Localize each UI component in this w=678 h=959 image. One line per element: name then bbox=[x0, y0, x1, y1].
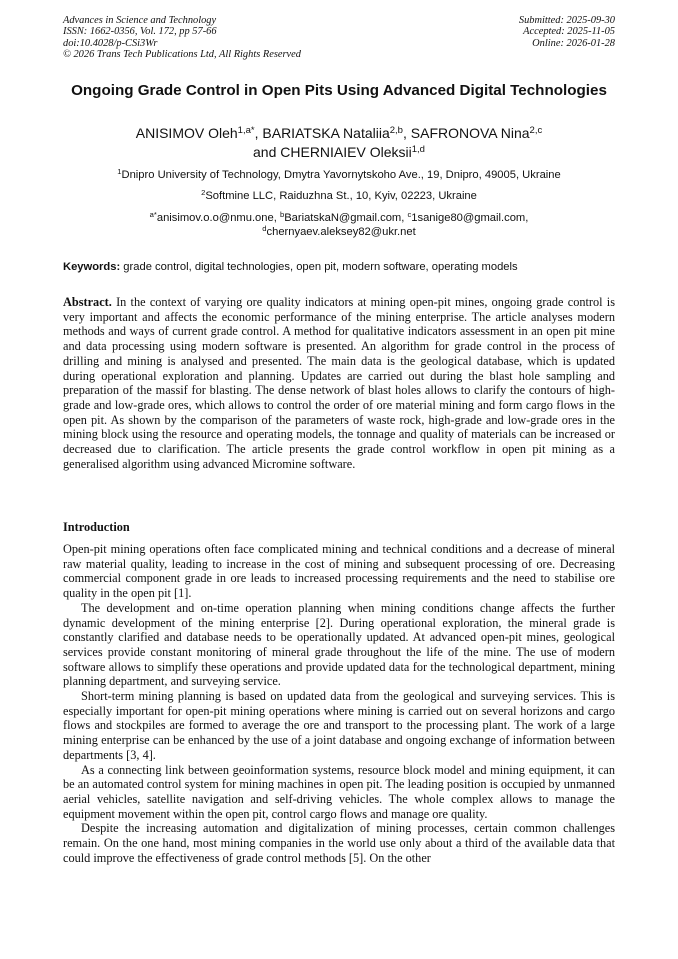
author-affil-mark: 2,b bbox=[389, 124, 403, 136]
author-separator: , bbox=[402, 125, 411, 141]
email-mark: a* bbox=[149, 209, 157, 219]
abstract-section bbox=[63, 295, 615, 471]
online-date: Online: 2026-01-28 bbox=[532, 37, 615, 49]
paragraph: As a connecting link between geoinformation systems, resource block model and mining equipment, it can be an automated control system for mining machines in open pit. The leading position is occupied by unmanned aerial vehicles, satellite navigation and self-driving vehicles. The whole complex allows to manage the equipment movement within the open pit, control cargo flows and manage ore quality. bbox=[63, 762, 615, 821]
issn-line: ISSN: 1662-0356, Vol. 172, pp 57-66 bbox=[63, 26, 217, 38]
paragraph: Despite the increasing automation and digitalization of mining processes, certain common challenges remain. On the one hand, most mining companies in the world use only about a third of the available data that could improve the effectiveness of grade control methods [5]. On the other bbox=[63, 821, 615, 865]
journal-header-right bbox=[519, 15, 615, 49]
email-mark: b bbox=[279, 209, 285, 219]
author-name: BARIATSKA Nataliia bbox=[262, 125, 390, 141]
author-separator: , bbox=[254, 125, 263, 141]
author-name: SAFRONOVA Nina bbox=[410, 125, 530, 141]
introduction-section bbox=[63, 542, 615, 865]
paragraph: Short-term mining planning is based on updated data from the geological and surveying services. This is especially important for open-pit mining operations where mining is carried out on several horizons and cargo flows and stockpiles are formed to average the ore and transport to the processing plant. The work of a large mining enterprise can be enhanced by the use of a joint database and ongoing exchange of information between departments [3, 4]. bbox=[63, 689, 615, 762]
affiliation-text: Dnipro University of Technology, Dmytra Yavornytskoho Ave., 19, Dnipro, 49005, Ukraine bbox=[121, 169, 561, 181]
author-name: CHERNIAIEV Oleksii bbox=[280, 143, 412, 160]
journal-name: Advances in Science and Technology bbox=[63, 15, 217, 26]
copyright-line: © 2026 Trans Tech Publications Ltd, All Rights Reserved bbox=[63, 48, 301, 60]
journal-header-left bbox=[63, 15, 301, 60]
author-affil-mark: 2,c bbox=[529, 124, 543, 136]
email-link[interactable]: anisimov.o.o@nmu.one, bbox=[156, 212, 280, 224]
paper-title: Ongoing Grade Control in Open Pits Using Advanced Digital Technologies bbox=[71, 82, 607, 99]
abstract-label: Abstract. bbox=[63, 295, 112, 309]
abstract-text: In the context of varying ore quality indicators at mining open-pit mines, ongoing grade control is very important and affects the economic performance of the mining enterprise. The article analyses modern methods and ways of current grade control. A method for qualitative indicators assessment in an open pit mine and data processing using modern software is presented. An algorithm for grade control in the process of drilling and mining is analysed and presented. The main data is the geological database, which is updated during operational exploration and planning. Updates are carried out during the blast hole sampling and preparation of the massif for blasting. The dense network of blast holes allows to clarify the contours of high-grade and low-grade ores, which allows to control the order of ore material mining and form cargo flows in the open pit. As shown by the comparison of the parameters of waste rock, high-grade and low-grade ores in the mining block using the resource and operating models, the tonnage and quality of materials can be increased or decreased due to clarification. The article presents the grade control workflow in open pit mining as a generalised algorithm using advanced Micromine software. bbox=[63, 295, 615, 471]
abstract-paragraph bbox=[63, 295, 615, 471]
affiliation-text: Softmine LLC, Raiduzhna St., 10, Kyiv, 02223, Ukraine bbox=[205, 190, 477, 202]
email-link[interactable]: BariatskaN@gmail.com, bbox=[284, 212, 408, 224]
email-link[interactable]: 1sanige80@gmail.com, bbox=[411, 212, 529, 224]
author-name: ANISIMOV Oleh bbox=[135, 125, 238, 141]
keywords-text: grade control, digital technologies, open pit, modern software, operating models bbox=[120, 261, 518, 273]
author-affil-mark: 1,d bbox=[411, 143, 425, 155]
submitted-date: Submitted: 2025-09-30 bbox=[518, 15, 615, 26]
section-heading-introduction: Introduction bbox=[63, 520, 130, 534]
email-link[interactable]: chernyaev.aleksey82@ukr.net bbox=[266, 226, 416, 238]
keywords-label: Keywords: bbox=[63, 261, 121, 273]
keywords-line bbox=[63, 260, 615, 274]
doi-line: doi:10.4028/p-CSi3Wr bbox=[63, 37, 158, 49]
paragraph: Open-pit mining operations often face complicated mining and technical conditions and a decrease of mineral raw material quality, leading to increase in the cost of mining and subsequent processing of ore. Decreasing commercial component grade in ore leads to increased processing requirements and the need to stabilise ore quality in the open pit [1]. bbox=[63, 542, 615, 601]
affiliation-1 bbox=[40, 166, 638, 182]
author-affil-mark: 1,a* bbox=[237, 124, 255, 136]
affiliation-2 bbox=[40, 187, 638, 203]
author-separator: and bbox=[253, 143, 281, 160]
author-emails bbox=[40, 211, 638, 239]
author-list bbox=[63, 124, 615, 161]
accepted-date: Accepted: 2025-11-05 bbox=[523, 26, 615, 38]
affiliation-mark: 1 bbox=[117, 166, 122, 176]
affiliation-mark: 2 bbox=[201, 187, 206, 197]
paragraph: The development and on-time operation planning when mining conditions change affects the further dynamic development of the mining enterprise [2]. During operational exploration, the mineral grade is constantly clarified and database needs to be operationally updated. At advanced open-pit mines, geological services provide constant monitoring of mineral grade throughout the life of the mine. The use of modern software allows to simplify these operations and provide updated data for the technological department, mining planning department, and surveying service. bbox=[63, 600, 615, 689]
email-mark: c bbox=[407, 209, 412, 219]
email-mark: d bbox=[262, 223, 267, 233]
